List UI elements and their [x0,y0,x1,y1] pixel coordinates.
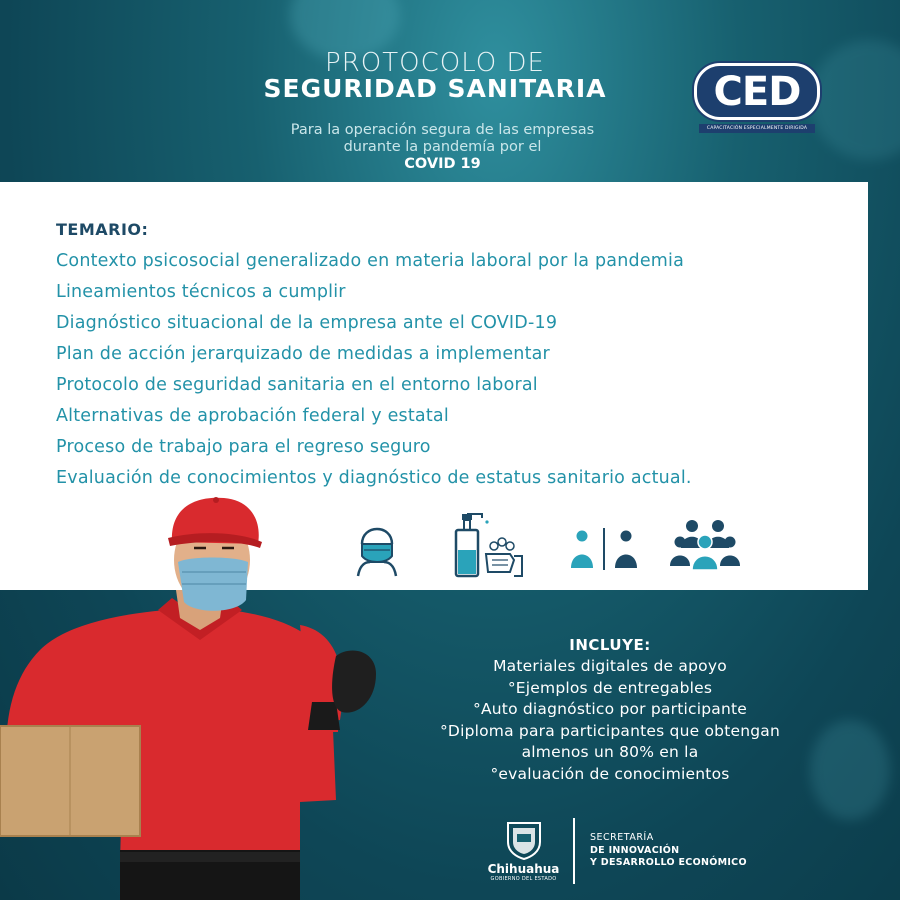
list-item: °evaluación de conocimientos [490,764,730,783]
subtitle-line-2: durante la pandemía por el [343,139,542,155]
list-item: Evaluación de conocimientos y diagnóstico de estatus sanitario actual. [56,468,692,488]
list-item: almenos un 80% en la [521,743,699,761]
list-item: °Auto diagnóstico por participante [473,700,747,718]
footer-divider [573,818,575,884]
title-line-2: SEGURIDAD SANITARIA [263,74,607,103]
secretaria-label [590,832,747,870]
secretaria-line-1: SECRETARÍA [590,832,654,843]
state-shield-icon [505,820,543,860]
group-icon [670,518,740,570]
list-item: Proceso de trabajo para el regreso seguro [56,437,431,457]
subtitle-line-1: Para la operación segura de las empresas [290,122,595,138]
title-line-1: PROTOCOLO DE [325,48,545,78]
secretaria-line-2: DE INNOVACIÓN [590,844,680,856]
list-item: Alternativas de aprobación federal y estatal [56,406,449,426]
subtitle-line-3: COVID 19 [404,156,481,172]
background-blur [810,40,900,160]
social-distance-icon [570,528,638,570]
subtitle [150,122,735,173]
ced-logo [694,63,820,120]
temario-heading: TEMARIO: [56,220,149,239]
background-blur [810,720,890,820]
list-item: Contexto psicosocial generalizado en materia laboral por la pandemia [56,251,685,271]
temario-list [56,248,692,496]
incluye-heading: INCLUYE: [569,636,651,654]
list-item: °Diploma para participantes que obtengan [439,721,781,740]
list-item: °Ejemplos de entregables [507,678,713,697]
delivery-person-illustration [0,490,400,900]
hand-sanitizer-icon [448,512,528,578]
state-government-label: GOBIERNO DEL ESTADO [490,876,557,882]
secretaria-line-3: Y DESARROLLO ECONÓMICO [590,857,747,868]
list-item: Plan de acción jerarquizado de medidas a implementar [56,344,550,364]
list-item: Diagnóstico situacional de la empresa ante el COVID-19 [56,313,558,333]
list-item: Lineamientos técnicos a cumplir [56,282,346,302]
logo-tagline: CAPACITACIÓN ESPECIALMENTE DIRIGIDA [699,124,815,133]
list-item: Protocolo de seguridad sanitaria en el entorno laboral [56,375,538,395]
list-item: Materiales digitales de apoyo [493,657,727,675]
logo-text: CED [713,68,801,115]
incluye-list [415,656,805,785]
state-name: Chihuahua [487,862,560,876]
